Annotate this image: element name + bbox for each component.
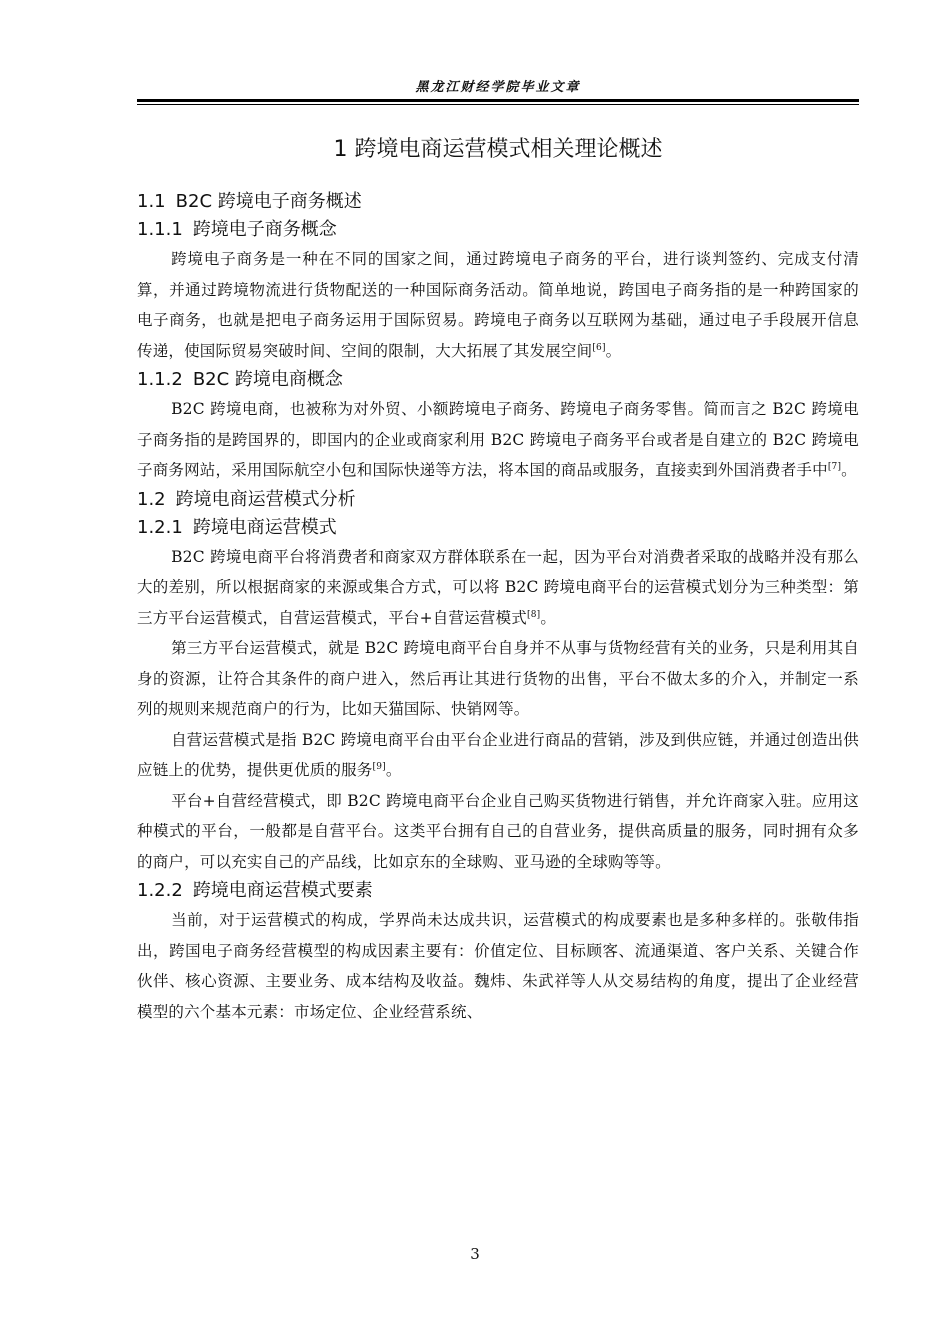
paragraph	[137, 905, 859, 1027]
running-header: 黑龙江财经学院毕业文章	[415, 80, 581, 95]
header-rule-thin	[137, 104, 859, 105]
citation: [6]	[592, 342, 606, 353]
paragraph-text: 当前，对于运营模式的构成，学界尚未达成共识，运营模式的构成要素也是多种多样的。张敬伟指出，跨国电子商务经营模型的构成因素主要有：价值定位、目标顾客、流通渠道、客户关系、关键合作伙伴、核心资源、主要业务、成本结构及收益。魏炜、朱武祥等人从交易结构的角度，提出了企业经营模型的六个基本元素：市场定位、企业经营系统、	[137, 911, 859, 1021]
paragraph	[137, 633, 859, 725]
section-title: B2C 跨境电子商务概述	[175, 191, 362, 212]
paragraph-text: 平台+自营经营模式，即 B2C 跨境电商平台企业自己购买货物进行销售，并允许商家入驻。应用这种模式的平台，一般都是自营平台。这类平台拥有自己的自营业务，提供高质量的服务，同时拥有众多的商户，可以充实自己的产品线，比如京东的全球购、亚马逊的全球购等等。	[137, 791, 859, 871]
page-number: 3	[470, 1245, 480, 1263]
section-title: 跨境电商运营模式要素	[192, 880, 373, 901]
paragraph-end: 。	[605, 341, 622, 360]
section-title: 跨境电子商务概念	[192, 219, 337, 240]
page-content	[137, 132, 859, 1027]
header-rule	[137, 99, 859, 102]
section-number: 1.1.1	[137, 219, 183, 240]
section-heading	[137, 486, 859, 514]
paragraph-end: 。	[385, 761, 402, 779]
section-title: 跨境电商运营模式分析	[175, 488, 356, 510]
paragraph-text: B2C 跨境电商，也被称为对外贸、小额跨境电子商务、跨境电子商务零售。简而言之 B2C 跨境电子商务指的是跨国界的，即国内的企业或商家利用 B2C 跨境电子商务平台或者是自建立的 B2C 跨境电子商务网站，采用国际航空小包和国际快递等方法，将本国的商品或服务，直接卖到外国消费者手中	[137, 400, 859, 479]
paragraph-text: 第三方平台运营模式，就是 B2C 跨境电商平台自身并不从事与货物经营有关的业务，只是利用其自身的资源，让符合其条件的商户进入，然后再让其进行货物的出售，平台不做太多的介入，并制定一系列的规则来规范商户的行为，比如天猫国际、快销网等。	[137, 639, 859, 718]
paragraph-end: 。	[841, 461, 857, 479]
citation: [9]	[372, 761, 386, 772]
section-number: 1.2.1	[137, 516, 183, 538]
paragraph	[137, 786, 859, 878]
subsection-heading	[137, 877, 859, 905]
section-title: B2C 跨境电商概念	[192, 369, 343, 390]
section-number: 1.2	[137, 488, 166, 510]
paragraph-end: 。	[540, 608, 557, 627]
paragraph-text: 自营运营模式是指 B2C 跨境电商平台由平台企业进行商品的营销，涉及到供应链，并通过创造出供应链上的优势，提供更优质的服务	[137, 730, 859, 779]
paragraph	[137, 394, 859, 486]
section-number: 1.1	[137, 191, 166, 212]
citation: [8]	[527, 609, 541, 620]
paragraph	[137, 542, 859, 634]
paragraph	[137, 244, 859, 366]
section-heading	[137, 188, 859, 216]
paragraph-text: 跨境电子商务是一种在不同的国家之间，通过跨境电子商务的平台，进行谈判签约、完成支付清算，并通过跨境物流进行货物配送的一种国际商务活动。简单地说，跨国电子商务指的是一种跨国家的电子商务，也就是把电子商务运用于国际贸易。跨境电子商务以互联网为基础，通过电子手段展开信息传递，使国际贸易突破时间、空间的限制，大大拓展了其发展空间	[137, 250, 859, 360]
subsection-heading	[137, 366, 859, 394]
section-number: 1.1.2	[137, 369, 183, 390]
citation: [7]	[827, 461, 842, 472]
chapter-title: 1 跨境电商运营模式相关理论概述	[333, 137, 663, 162]
subsection-heading	[137, 514, 859, 542]
paragraph	[137, 725, 859, 786]
subsection-heading	[137, 216, 859, 244]
paragraph-text: B2C 跨境电商平台将消费者和商家双方群体联系在一起，因为平台对消费者采取的战略并没有那么大的差别，所以根据商家的来源或集合方式，可以将 B2C 跨境电商平台的运营模式划分为三种类型：第三方平台运营模式，自营运营模式，平台+自营运营模式	[137, 547, 859, 627]
section-number: 1.2.2	[137, 880, 183, 901]
section-title: 跨境电商运营模式	[192, 516, 337, 538]
